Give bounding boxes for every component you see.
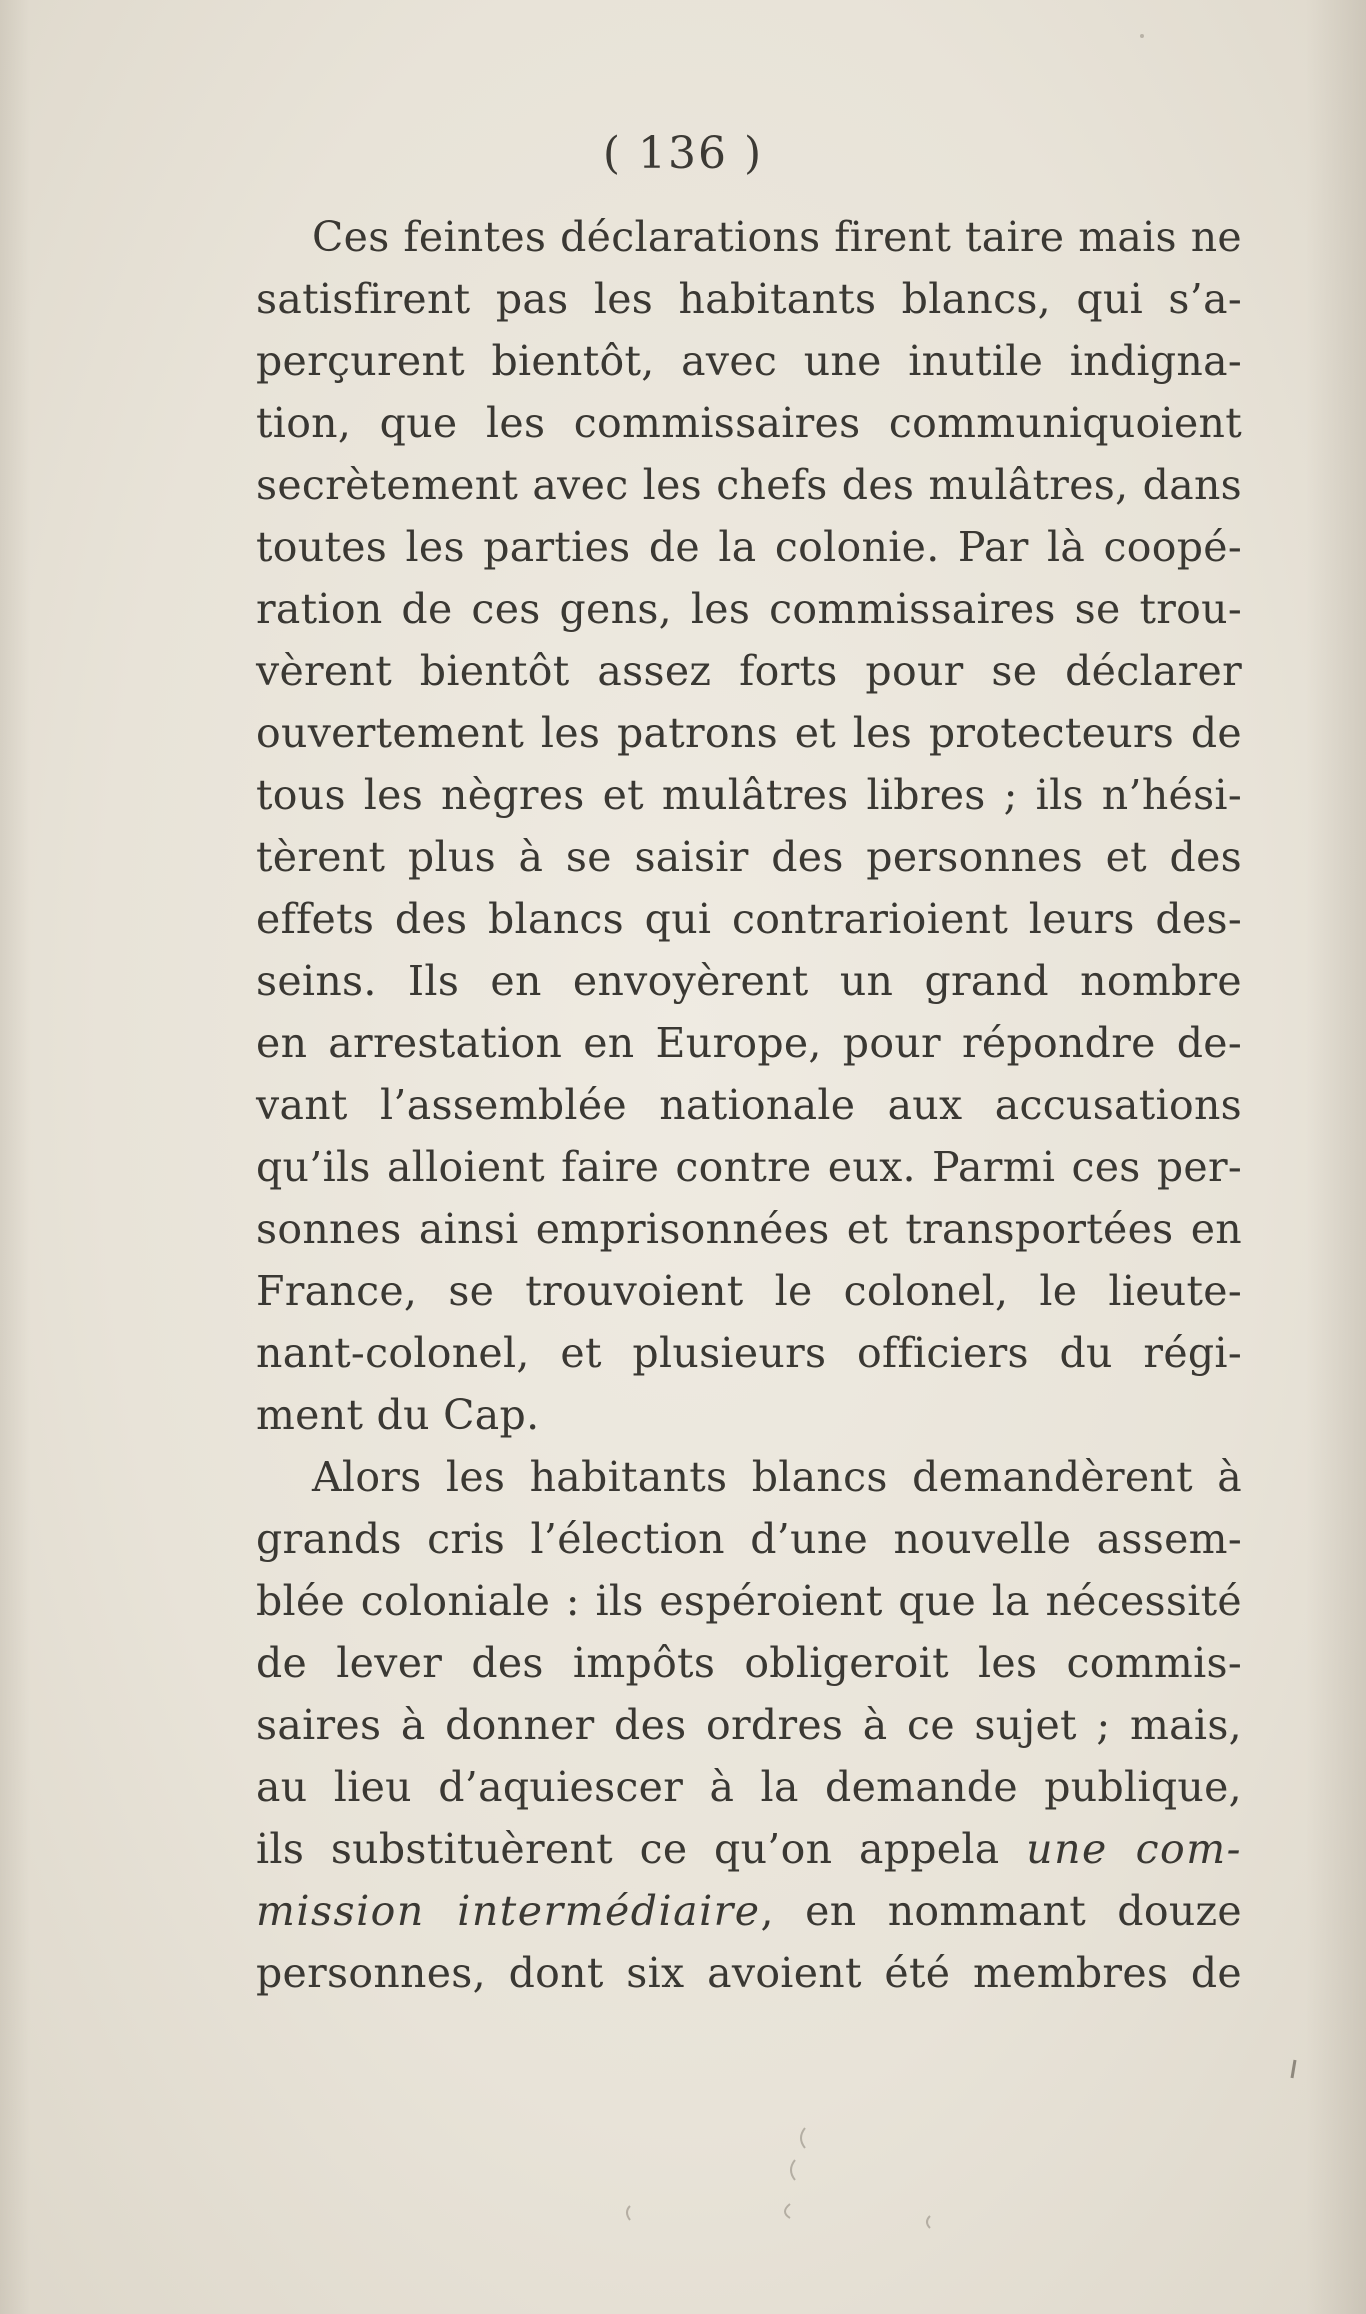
text-line	[256, 1880, 1242, 1942]
text-line: Alors les habitants blancs demandèrent à	[312, 1453, 1242, 1501]
text-line: saires à donner des ordres à ce sujet ; mais,	[256, 1701, 1242, 1749]
italic-text: une com-	[1026, 1825, 1242, 1873]
text-span: ils substituèrent ce qu’on appela	[256, 1825, 1027, 1873]
text-line: sonnes ainsi emprisonnées et transportées en	[256, 1205, 1242, 1253]
page-edge-shadow	[1306, 0, 1366, 2314]
text-line: tous les nègres et mulâtres libres ; ils n’hési-	[256, 771, 1242, 819]
italic-text: mission intermédiaire	[256, 1887, 761, 1935]
text-line: vèrent bientôt assez forts pour se déclarer	[256, 647, 1242, 695]
text-line: tion, que les commissaires communiquoient	[256, 399, 1242, 447]
text-line: seins. Ils en envoyèrent un grand nombre	[256, 957, 1242, 1005]
page-number-header: ( 136 )	[602, 128, 764, 179]
text-span: , en nommant douze	[760, 1887, 1242, 1935]
text-line: secrètement avec les chefs des mulâtres, dans	[256, 461, 1242, 509]
text-line: vant l’assemblée nationale aux accusations	[256, 1081, 1242, 1129]
text-line: en arrestation en Europe, pour répondre de-	[256, 1019, 1242, 1067]
text-line: de lever des impôts obligeroit les commis-	[256, 1639, 1242, 1687]
text-line: toutes les parties de la colonie. Par là coopé-	[256, 523, 1242, 571]
text-line: personnes, dont six avoient été membres de	[256, 1949, 1242, 1997]
text-line: nant-colonel, et plusieurs officiers du régi-	[256, 1329, 1242, 1377]
gutter-shadow	[0, 0, 30, 2314]
text-line: ration de ces gens, les commissaires se trou-	[256, 585, 1242, 633]
text-line: au lieu d’aquiescer à la demande publique,	[256, 1763, 1242, 1811]
text-line: effets des blancs qui contrarioient leurs des-	[256, 895, 1242, 943]
text-line: France, se trouvoient le colonel, le lieute-	[256, 1267, 1242, 1315]
body-text	[256, 206, 1242, 2004]
text-line: qu’ils alloient faire contre eux. Parmi ces per-	[256, 1143, 1242, 1191]
text-line	[256, 1818, 1242, 1880]
text-line: satisfirent pas les habitants blancs, qui s’a-	[256, 275, 1242, 323]
text-line: ment du Cap.	[256, 1391, 540, 1439]
text-line: perçurent bientôt, avec une inutile indigna-	[256, 337, 1242, 385]
text-line: blée coloniale : ils espéroient que la nécessité	[256, 1577, 1242, 1625]
text-line: tèrent plus à se saisir des personnes et des	[256, 833, 1242, 881]
text-line: grands cris l’élection d’une nouvelle assem-	[256, 1515, 1242, 1563]
text-line: ouvertement les patrons et les protecteurs de	[256, 709, 1242, 757]
text-line: Ces feintes déclarations firent taire mais ne	[312, 213, 1242, 261]
